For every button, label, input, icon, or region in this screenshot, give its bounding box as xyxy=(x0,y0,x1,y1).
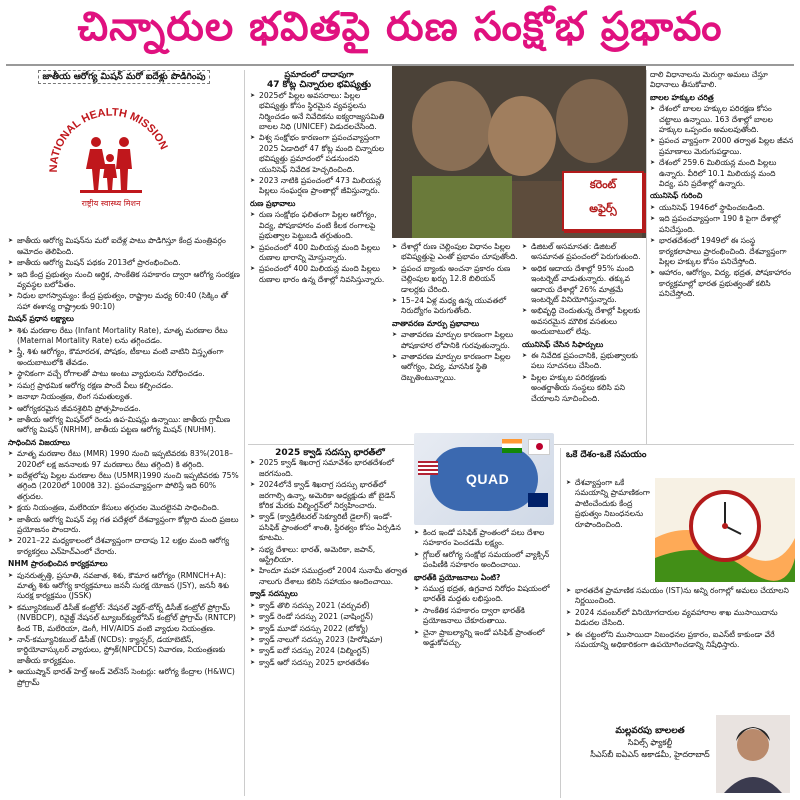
list-item: ➤ ఇది కేంద్ర ప్రభుత్వం నుంచి ఆర్థిక, సాంకేతిక సహకారం ద్వారా ఆరోగ్య సంరక్షణ వ్యవస్థల బలోపేతం. xyxy=(8,270,240,291)
list-item: ➤ ఇది ప్రపంచవ్యాప్తంగా 190 కి పైగా దేశాల్లో పనిచేస్తుంది. xyxy=(650,214,794,235)
list-item: ➤ వాతావరణ మార్పుల కారణంగా పిల్లలు పోషకాహార లోపానికి గురవుతున్నారు. xyxy=(392,330,518,351)
debt-kicker: ప్రమాదంలో దాదాపుగా xyxy=(284,70,354,79)
quad-benefits-title: భారత్‌కి ప్రయోజనాలు ఏంటి? xyxy=(414,572,501,582)
quad-graphic xyxy=(414,433,554,525)
list-item: ➤ క్వాడ్ రెండో సదస్సు 2021 (వాషింగ్టన్) xyxy=(250,612,410,622)
list-item: ➤ ప్రపంచ వ్యాప్తంగా 2000 తర్వాత పిల్లల జీవన ప్రమాణాలు మెరుగుపడ్డాయి. xyxy=(650,136,794,157)
list-item: ➤ సముద్ర భద్రత, ఉగ్రవాద నిరోధం విషయంలో భారత్‌కి మద్దతు లభిస్తుంది. xyxy=(414,584,556,605)
list-item: ➤ ప్రపంచ బ్యాంకు అంచనా ప్రకారం రుణ చెల్లింపుల ఖర్చు 12.8 బిలియన్ డాలర్లకు చేరింది. xyxy=(392,264,518,295)
list-item: ➤ పిల్లల హక్కుల పరిరక్షణకు అంతర్జాతీయ సంస్థలు కలిసి పని చేయాలని సూచించింది. xyxy=(522,373,644,404)
nhm-box-title: జాతీయ ఆరోగ్య మిషన్ మరో ఐదేళ్లు పొడిగింపు xyxy=(38,70,211,84)
nhm-logo-graphic xyxy=(36,100,186,212)
nhm-logo-arc-text: NATIONAL HEALTH MISSION xyxy=(47,106,170,173)
svg-text:NATIONAL HEALTH MISSION xyxy=(48,107,170,173)
quad-article-col1 xyxy=(250,448,410,796)
list-item: ➤ వాతావరణ మార్పుల కారణంగా పిల్లల ఆరోగ్యం, విద్య, మానసిక స్థితి దెబ్బతింటున్నాయి. xyxy=(392,352,518,383)
list-item: ➤ క్వాడ్ ఆరో సదస్సు 2025 భారతదేశం xyxy=(250,658,410,668)
author-photo xyxy=(716,715,790,793)
list-item: ➤ 15–24 ఏళ్ల మధ్య ఉన్న యువతలో నిరుద్యోగం పెరుగుతోంది. xyxy=(392,296,518,317)
list-item: ➤ జాతీయ ఆరోగ్య మిషన్‌ను మరో ఐదేళ్ల పాటు పొడిగిస్తూ కేంద్ర మంత్రివర్గం ఆమోదం తెలిపింది. xyxy=(8,236,240,257)
nhm-logo-subtitle: राष्ट्रीय स्वास्थ्य मिशन xyxy=(81,199,141,208)
list-item: ➤ యునిసెఫ్ 1946లో స్థాపించబడింది. xyxy=(650,203,794,213)
unicef-column xyxy=(650,70,794,442)
list-item: ➤ రుణ సంక్షోభం ఫలితంగా పిల్లల ఆరోగ్యం, విద్య, పోషకాహారం వంటి కీలక రంగాలపై ప్రభుత్వాల పెట్టుబడి తగ్గుతుంది. xyxy=(250,210,388,241)
current-affairs-stamp xyxy=(562,171,644,231)
list-item: ➤ దేశవ్యాప్తంగా ఒకే సమయాన్ని ప్రామాణికంగా పాటించేందుకు కేంద్ర ప్రభుత్వం నిబంధనలను రూపొందించింది. xyxy=(566,478,652,530)
ist-article-top xyxy=(566,478,652,582)
list-item: ➤ ఈ చట్టంలోని ముసాయిదా నిబంధనల ప్రకారం, ఐఎస్‌టీ కాకుండా వేరే సమయాన్ని అధికారికంగా ఉపయోగించడాన్ని నిషేధిస్తారు. xyxy=(566,630,794,651)
stamp-line: అఫైర్స్ xyxy=(589,202,617,215)
list-item: ➤ శిశు మరణాల రేటు (Infant Mortality Rate), మాతృ మరణాల రేటు (Maternal Mortality Rate) లను తగ్గించడం. xyxy=(8,326,240,347)
list-item: ➤ క్షయ నియంత్రణ, మలేరియా కేసులు తగ్గుదల మొదలైనవి సాధించింది. xyxy=(8,503,240,513)
list-item: ➤ 2024లోనే క్వాడ్ శిఖరాగ్ర సదస్సు భారత్‌లో జరగాల్సి ఉన్నా, అమెరికా అధ్యక్షుడు జో బైడెన్ కోరిక మేరకు విల్మింగ్టన్‌లో నిర్వహించారు. xyxy=(250,480,410,511)
list-item: ➤ విశ్వ సంక్షోభం కారణంగా ప్రపంచవ్యాప్తంగా 2025 ఏడాదిలో 47 కోట్ల మంది చిన్నారుల భవిష్యత్తు ప్రమాదంలో పడనుందని యునిసెఫ్ నివేదిక హెచ్చరించింది. xyxy=(250,133,388,175)
list-item: ➤ క్వాడ్ ఐదో సదస్సు 2024 (విల్మింగ్టన్) xyxy=(250,646,410,656)
author-name: మల్లవరపు బాలలత xyxy=(615,726,685,736)
list-item: ➤ జాతీయ ఆరోగ్య మిషన్ వల్ల గత పదేళ్లలో దేశవ్యాప్తంగా కోట్లాది మంది ప్రజలు ప్రయోజనం పొందారు. xyxy=(8,515,240,536)
page-headline: చిన్నారుల భవితపై రుణ సంక్షోభ ప్రభావం xyxy=(77,4,723,50)
list-item: ➤ ఈ నివేదిక ప్రపంచానికి, ప్రభుత్వాలకు పలు సూచనలు చేసింది. xyxy=(522,351,644,372)
list-item: ➤ కింద ఇండో పసిఫిక్ ప్రాంతంలో పలు దేశాల సహకారం పెంచడమే లక్ష్యం. xyxy=(414,528,556,549)
list-item: ➤ గ్లోబల్ ఆరోగ్య సంక్షోభ సమయంలో వ్యాక్సిన్ పంపిణీకి సహకారం అందించాయి. xyxy=(414,550,556,571)
list-item: ➤ 2025లో పిల్లల అవసరాలు: పిల్లల భవిష్యత్తు కోసం స్థిరమైన వ్యవస్థలను నిర్మించడం అనే నివేదికను ఐక్యరాజ్యసమితి బాలల నిధి (UNICEF) విడుదలచేసింది. xyxy=(250,91,388,133)
clock-illustration xyxy=(655,478,795,582)
column-divider xyxy=(646,70,647,445)
column-divider xyxy=(560,448,561,798)
list-item: ➤ నిధుల భాగస్వామ్యం: కేంద్ర ప్రభుత్వం, రాష్ట్రాల మధ్య 60:40 (సిక్కిం తో సహా ఈశాన్య రాష్ట్రాలకు 90:10) xyxy=(8,291,240,312)
nhm-goals-title: మిషన్ ప్రధాన లక్ష్యాలు xyxy=(8,314,74,324)
children-photo xyxy=(392,66,646,238)
column-divider xyxy=(244,70,245,796)
list-item: ➤ మాతృ మరణాల రేటు (MMR) 1990 నుంచి ఇప్పటివరకు 83%(2018–2020లో లక్ష జననాలకు 97 మరణాలు రేటు తగ్గింది) కి తగ్గింది. xyxy=(8,449,240,470)
debt-title: 47 కోట్ల చిన్నారుల భవిష్యత్తు xyxy=(266,80,372,91)
list-item: ➤ స్థానికంగా వచ్చే రోగాలతో పాటు అంటు వ్యాధులను నిరోధించడం. xyxy=(8,369,240,379)
ist-title: ఒకే దేశం-ఒకే సమయం xyxy=(566,450,647,460)
list-item: ➤ హిందూ మహా సముద్రంలో 2004 సునామీ తర్వాత నాలుగు దేశాలు కలిసి సహాయం అందించాయి. xyxy=(250,566,410,587)
debt-article-col1 xyxy=(250,70,388,442)
list-item: ➤ ఐదేళ్లలోపు పిల్లల మరణాల రేటు (U5MR)1990 నుంచి ఇప్పటివరకు 75% తగ్గింది (2020లో 1000కి 32). ప్రపంచవ్యాప్తంగా పోలిస్తే ఇది 60% తగ్గుదల. xyxy=(8,471,240,502)
clock-graphic xyxy=(655,478,795,582)
list-item: ➤ చైనా ప్రాబల్యాన్ని ఇండో పసిఫిక్ ప్రాంతంలో అడ్డుకోవచ్చు. xyxy=(414,628,556,649)
list-item: ➤ 2024 నవంబర్‌లో వినియోగదారుల వ్యవహారాల శాఖ ముసాయిదాను విడుదల చేసింది. xyxy=(566,608,794,629)
author-role: సివిల్స్ ఫ్యాకల్టీ xyxy=(627,738,673,747)
list-item: ➤ జాతీయ ఆరోగ్య మిషన్‌లో రెండు ఉప-మిషన్లు ఉన్నాయి: జాతీయ గ్రామీణ ఆరోగ్య మిషన్ (NRHM), జాతీయ పట్టణ ఆరోగ్య మిషన్ (NUHM). xyxy=(8,415,240,436)
list-item: ➤ పునరుత్పత్తి, ప్రసూతి, నవజాత, శిశు, కౌమార ఆరోగ్యం (RMNCH+A): మాతృ శిశు ఆరోగ్య కార్యక్రమాలు జననీ సురక్ష యోజన (JSY), జననీ శిశు సురక్ష కార్యక్రమం (JSSK) xyxy=(8,571,240,602)
nhm-programs-title: NHM ప్రారంభించిన కార్యక్రమాలు xyxy=(8,559,108,569)
list-item: ➤ భారతదేశంలో 1949లో ఈ సంస్థ కార్యకలాపాలు ప్రారంభించింది. దేశవ్యాప్తంగా పిల్లల హక్కుల కోసం పనిచేస్తోంది. xyxy=(650,236,794,267)
nhm-intro-list xyxy=(8,236,240,312)
quad-title: 2025 క్వాడ్ సదస్సు భారత్‌లో xyxy=(275,448,385,458)
list-item: ➤ నాన్-కమ్యూనికబుల్ డిసీజ్ (NCDs): క్యాన్సర్, డయాబెటిస్, కార్డియోవాస్కులర్ వ్యాధులు, స్ట్రోక్(NPCDCS) నివారణ, నియంత్రణకు జాతీయ కార్యక్రమం. xyxy=(8,635,240,666)
author-info xyxy=(590,725,710,761)
list-item: ➤ క్వాడ్ (క్వాడ్రిలేటరల్ సెక్యూరిటీ డైలాగ్) ఇండో-పసిఫిక్ ప్రాంతంలో శాంతి, స్థిరత్వం కోసం ఏర్పడిన కూటమి. xyxy=(250,512,410,543)
ist-header xyxy=(566,450,794,478)
unicef-recs-title: యునిసెఫ్ చేసిన సిఫార్సులు xyxy=(522,339,604,349)
ist-article-bottom xyxy=(566,586,794,712)
list-item: ➤ భారతదేశ ప్రామాణిక సమయం (IST)ను అన్ని రంగాల్లో అమలు చేయాలని నిర్ణయించింది. xyxy=(566,586,794,607)
quad-summits-title: క్వాడ్ సదస్సులు xyxy=(250,589,298,599)
unicef-lead: దాలి విధానాలను మెరుగ్గా అమలు చేస్తూ విధానాలు తీసుకోవాలి. xyxy=(650,70,768,90)
india-flag-icon xyxy=(502,439,522,453)
unicef-about-title: యునిసెఫ్ గురించి xyxy=(650,191,703,201)
debt-article-col3 xyxy=(522,242,644,442)
list-item: ➤ ఆరోగ్యకరమైన జీవనశైలిని ప్రోత్సహించడం. xyxy=(8,404,240,414)
australia-flag-icon xyxy=(528,493,548,507)
author-affiliation: సీఎస్‌బీ ఐఏఎస్ అకాడమీ, హైదరాబాద్ xyxy=(590,750,710,759)
list-item: ➤ కమ్యూనికబుల్ డిసీజ్ కంట్రోల్: నేషనల్ వెక్టర్-బోర్న్ డిసీజ్ కంట్రోల్ ప్రోగ్రామ్ (NVBDCP), రివైజ్డ్ నేషనల్ ట్యూబర్‌క్యులోసిస్ కంట్రోల్ ప్రోగ్రామ్ (RNTCP) కింద TB, మలేరియా, డెంగీ, HIV/AIDS వంటి వ్యాధుల నియంత్రణ. xyxy=(8,603,240,634)
list-item: ➤ సభ్య దేశాలు: భారత్, అమెరికా, జపాన్, ఆస్ట్రేలియా. xyxy=(250,545,410,566)
debt-article-col2 xyxy=(392,242,518,442)
list-item: ➤ స్త్రీ, శిశు ఆరోగ్యం, కౌమారదశ, పోషకం, టీకాలు వంటి వాటిని విస్తృతంగా అందుబాటులోకి తేవడం. xyxy=(8,347,240,368)
list-item: ➤ ఆయుష్మాన్ భారత్ హెల్త్ అండ్ వెల్‌నెస్ సెంటర్లు: ఆరోగ్య కేంద్రాల (H&WC) ప్రోగ్రామ్ xyxy=(8,667,240,688)
list-item: ➤ ప్రపంచంలో 400 మిలియన్ల మంది పిల్లలు రుణాల భారం ఉన్న దేశాల్లో నివసిస్తున్నారు. xyxy=(250,264,388,285)
list-item: ➤ క్వాడ్ తొలి సదస్సు 2021 (వర్చువల్) xyxy=(250,601,410,611)
child-rights-history-title: బాలల హక్కుల చరిత్ర xyxy=(650,92,714,102)
stamp-line: కరెంట్ xyxy=(589,178,617,191)
list-item: ➤ జాతీయ ఆరోగ్య మిషన్ పథకం 2013లో ప్రారంభించింది. xyxy=(8,258,240,268)
list-item: ➤ ఆహారం, ఆరోగ్యం, విద్య, భద్రత, పోషకాహారం కార్యక్రమాల్లో భారత ప్రభుత్వంతో కలిసి పనిచేస్తోంది. xyxy=(650,268,794,299)
author-avatar xyxy=(716,715,790,793)
nhm-achievements-title: సాధించిన విజయాలు xyxy=(8,437,70,447)
list-item: ➤ డిజిటల్ అసమానత: డిజిటల్ అసమానత ప్రపంచంలో పెరుగుతుంది. xyxy=(522,242,644,263)
list-item: ➤ దేశంలో బాలల హక్కుల పరిరక్షణ కోసం చట్టాలు ఉన్నాయి. 163 దేశాల్లో బాలల హక్కుల ఒప్పందం అమలవుతోంది. xyxy=(650,104,794,135)
list-item: ➤ క్వాడ్ నాలుగో సదస్సు 2023 (హిరోషిమా) xyxy=(250,635,410,645)
quad-label: QUAD xyxy=(466,471,510,487)
debt-effects-title: రుణ ప్రభావాలు xyxy=(250,198,296,208)
list-item: ➤ అధిక ఆదాయ దేశాల్లో 95% మంది ఇంటర్నెట్ వాడుతున్నారు. తక్కువ ఆదాయ దేశాల్లో 26% మాత్రమే ఇంటర్నెట్ వినియోగిస్తున్నారు. xyxy=(522,264,644,306)
climate-title: వాతావరణ మార్పు ప్రభావాలు xyxy=(392,318,480,328)
list-item: ➤ సమగ్ర ప్రాథమిక ఆరోగ్య రక్షణ పొందే వీలు కల్పించడం. xyxy=(8,381,240,391)
list-item: ➤ అభివృద్ధి చెందుతున్న దేశాల్లో పిల్లలకు అవసరమైన మౌలిక వసతులు అందుబాటులో లేవు. xyxy=(522,306,644,337)
quad-article-col2 xyxy=(414,528,556,796)
list-item: ➤ క్వాడ్ మూడో సదస్సు 2022 (టోక్యో) xyxy=(250,624,410,634)
list-item: ➤ 2025 క్వాడ్ శిఖరాగ్ర సమావేశం భారతదేశంలో జరగనుంది. xyxy=(250,458,410,479)
list-item: ➤ 2021–22 మధ్యకాలంలో దేశవ్యాప్తంగా దాదాపు 12 లక్షల మంది ఆరోగ్య కార్యకర్తలు ఎన్‌హెచ్ఎంలో చేరారు. xyxy=(8,536,240,557)
list-item: ➤ 2023 నాటికి ప్రపంచంలో 473 మిలియన్ల పిల్లలు సంఘర్షణ ప్రాంతాల్లో జీవిస్తున్నారు. xyxy=(250,176,388,197)
nhm-logo xyxy=(36,100,186,212)
author-box xyxy=(590,715,798,795)
list-item: ➤ సాంకేతిక సహకారం ద్వారా భారత్‌కి ప్రయోజనాలు చేకూరుతాయి. xyxy=(414,606,556,627)
list-item: ➤ జనాభా నియంత్రణ, లింగ సమతుల్యత. xyxy=(8,392,240,402)
headline-bar xyxy=(0,0,800,64)
list-item: ➤ దేశాల్లో రుణ చెల్లింపుల విధానం పిల్లల భవిష్యత్తుపై ఎంతో ప్రభావం చూపుతోంది. xyxy=(392,242,518,263)
list-item: ➤ దేశంలో 259.6 మిలియన్ల మంది పిల్లలు ఉన్నారు. వీరిలో 10.1 మిలియన్ల మంది విద్య, పని ప్రదేశాల్లో ఉన్నారు. xyxy=(650,158,794,189)
usa-flag-icon xyxy=(418,461,438,475)
japan-flag-icon xyxy=(528,439,550,455)
list-item: ➤ ప్రపంచంలో 400 మిలియన్ల మంది పిల్లలు రుణాల భారాన్ని మోస్తున్నారు. xyxy=(250,243,388,264)
